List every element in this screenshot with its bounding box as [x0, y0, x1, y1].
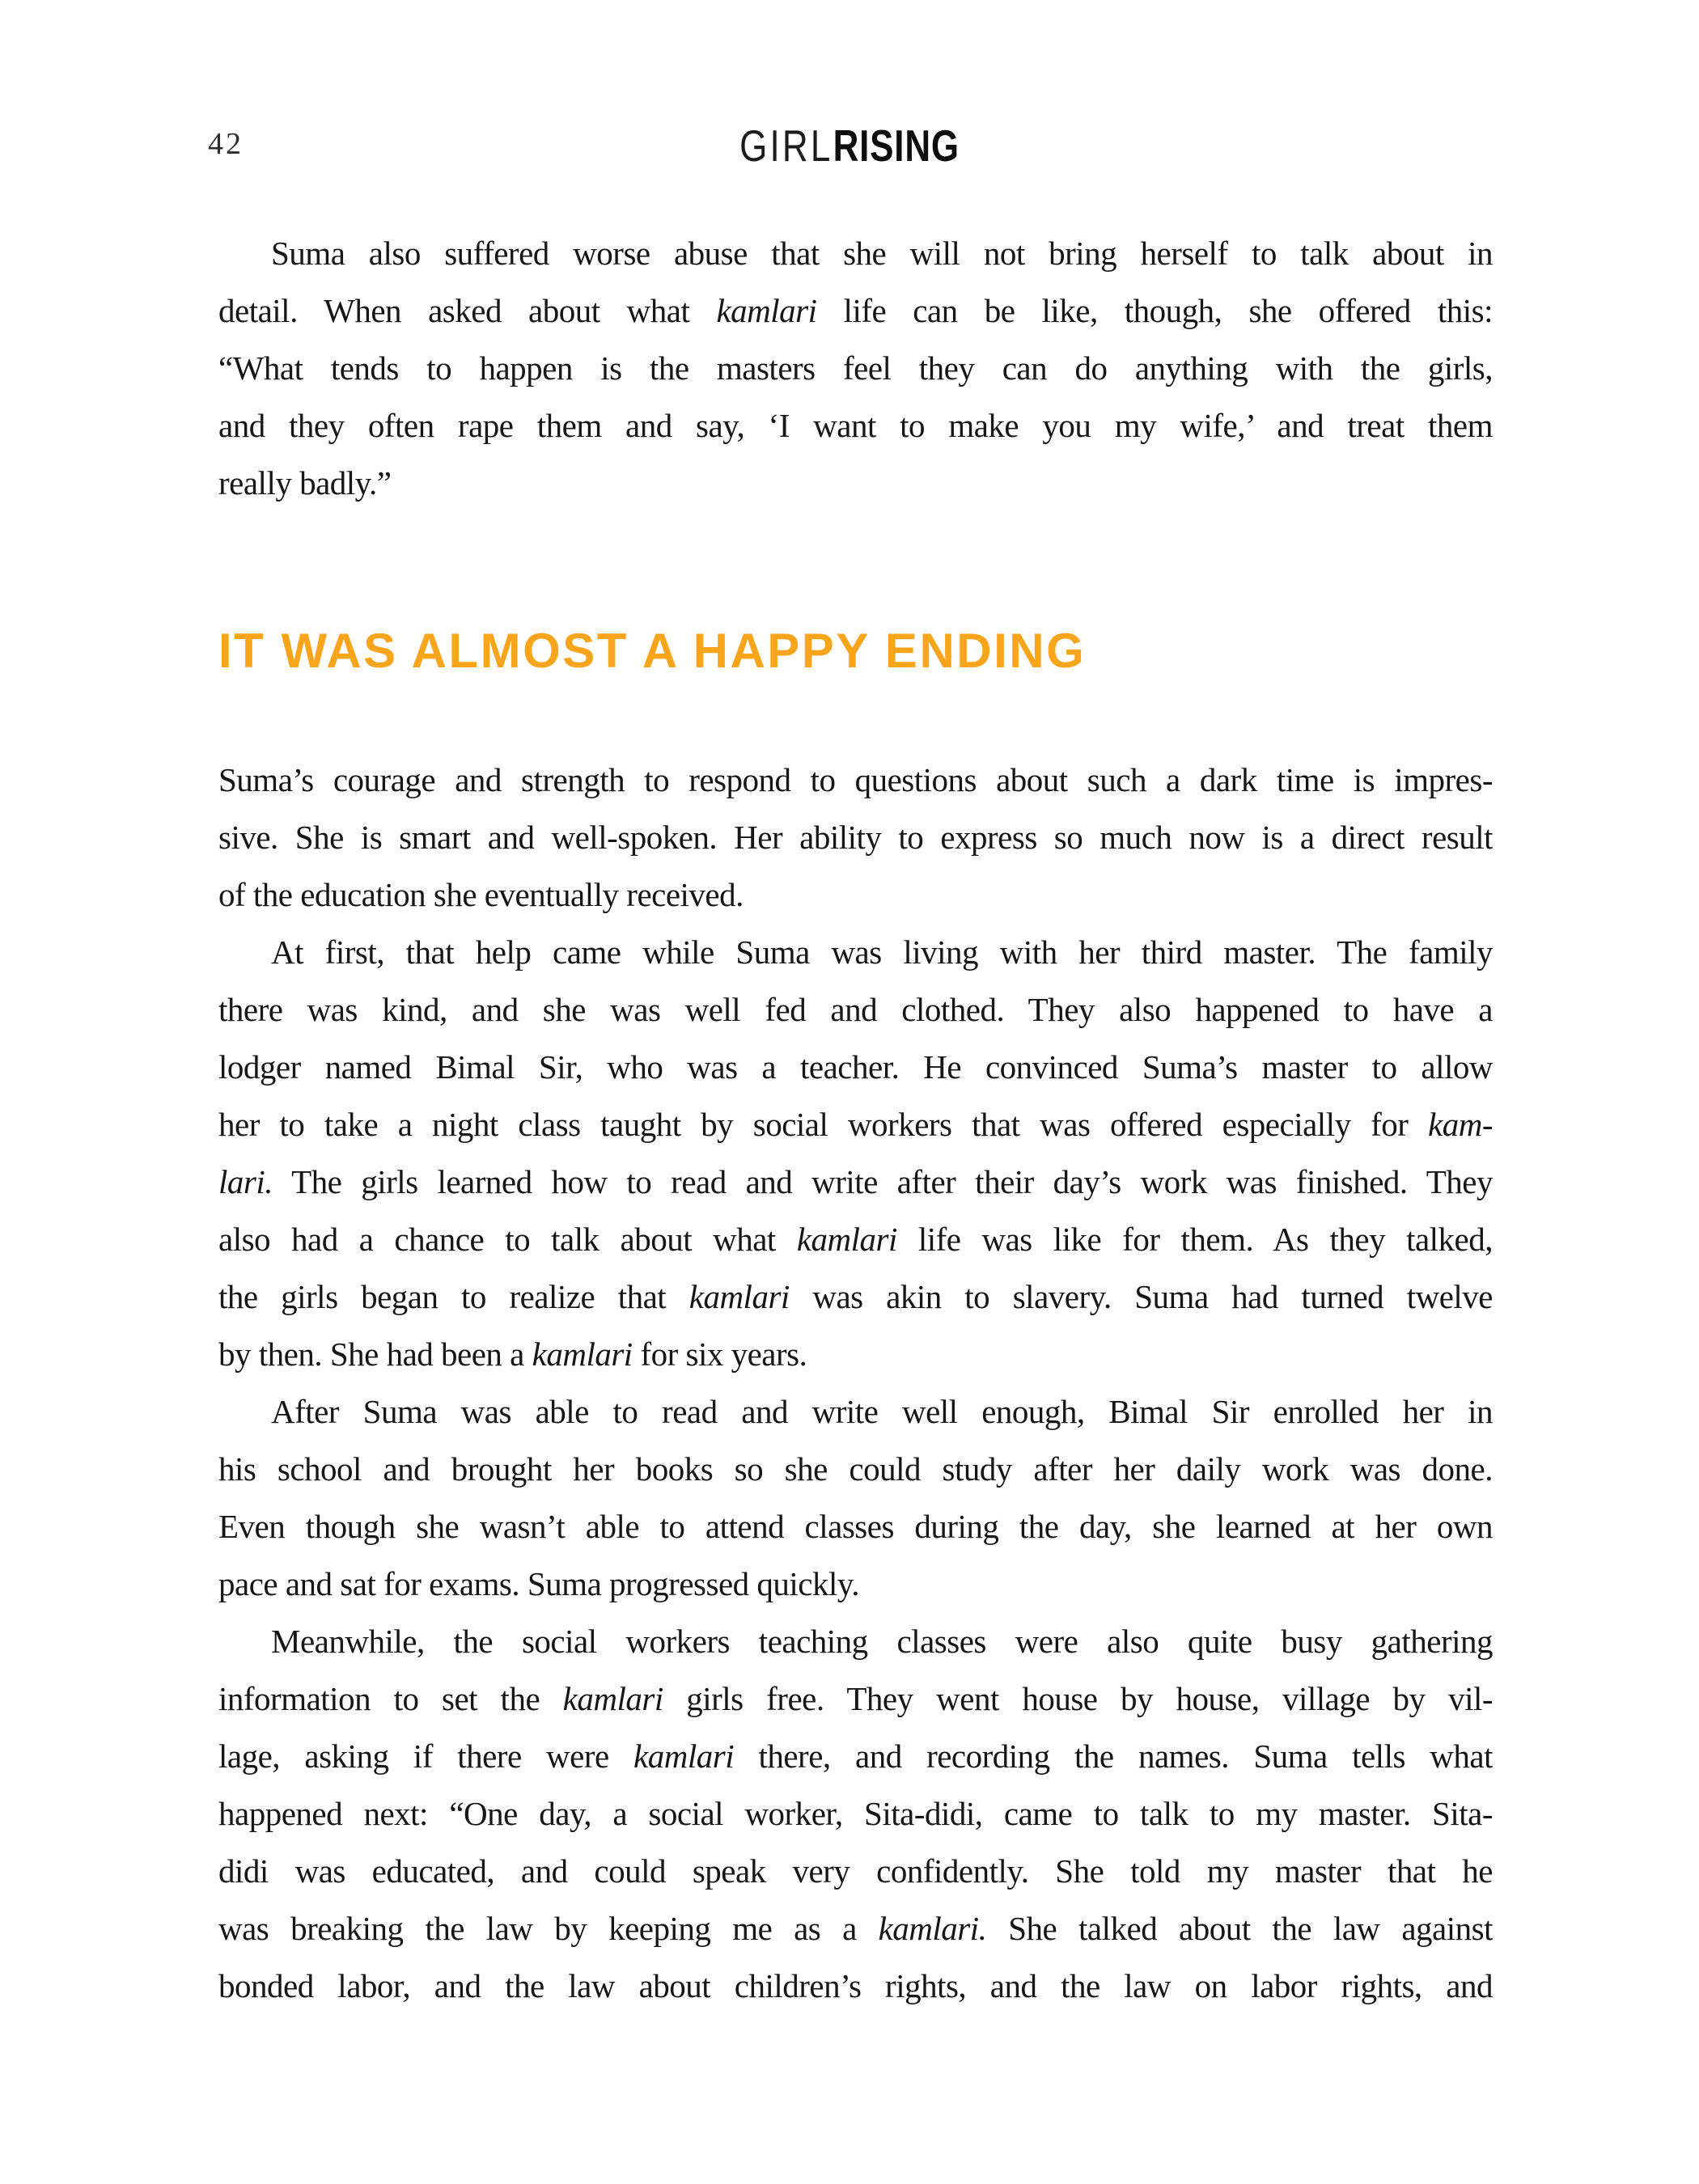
paragraph — [218, 225, 1493, 512]
brand-logo — [170, 120, 1529, 171]
text-line: the girls began to realize that kamlari was akin to slavery. Suma had turned twelve — [218, 1278, 1493, 1315]
text-line: sive. She is smart and well-spoken. Her ability to express so much now is a direct result — [218, 819, 1493, 856]
text-line: lage, asking if there were kamlari there, and recording the names. Suma tells what — [218, 1737, 1493, 1775]
text-line: was breaking the law by keeping me as a kamlari. She talked about the law against — [218, 1910, 1493, 1947]
text-line: lodger named Bimal Sir, who was a teacher. He convinced Suma’s master to allow — [218, 1048, 1493, 1086]
text-line: happened next: “One day, a social worker, Sita-didi, came to talk to my master. Sita- — [218, 1795, 1493, 1832]
page-content — [218, 225, 1493, 2015]
text-line: Suma’s courage and strength to respond to questions about such a dark time is impres- — [218, 761, 1493, 798]
text-line: “What tends to happen is the masters feel they can do anything with the girls, — [218, 349, 1493, 387]
text-line: At first, that help came while Suma was living with her third master. The family — [271, 933, 1493, 971]
brand-girl: GIRL — [739, 121, 833, 171]
text-line: Meanwhile, the social workers teaching classes were also quite busy gathering — [271, 1623, 1493, 1660]
text-line: information to set the kamlari girls free. They went house by house, village by vil- — [218, 1680, 1493, 1717]
text-line: really badly.” — [218, 464, 392, 502]
text-line: bonded labor, and the law about children’s rights, and the law on labor rights, and — [218, 1967, 1493, 2004]
paragraph — [218, 924, 1493, 1383]
text-line: Even though she wasn’t able to attend classes during the day, she learned at her own — [218, 1508, 1493, 1545]
text-line: lari. The girls learned how to read and write after their day’s work was finished. They — [218, 1163, 1493, 1200]
text-line: Suma also suffered worse abuse that she will not bring herself to talk about in — [271, 235, 1493, 272]
page-number: 42 — [208, 127, 244, 161]
text-line: also had a chance to talk about what kamlari life was like for them. As they talked, — [218, 1221, 1493, 1258]
paragraph — [218, 1383, 1493, 1613]
paragraph — [218, 1613, 1493, 2015]
text-line: and they often rape them and say, ‘I want to make you my wife,’ and treat them — [218, 407, 1493, 444]
text-line: her to take a night class taught by social workers that was offered especially for kam- — [218, 1106, 1493, 1143]
brand-rising: RISING — [833, 121, 960, 171]
paragraph — [218, 751, 1493, 924]
section-heading: IT WAS ALMOST A HAPPY ENDING — [218, 624, 1087, 678]
text-line: pace and sat for exams. Suma progressed quickly. — [218, 1565, 859, 1602]
text-line: his school and brought her books so she could study after her daily work was done. — [218, 1450, 1493, 1488]
text-line: didi was educated, and could speak very confidently. She told my master that he — [218, 1852, 1493, 1890]
text-line: by then. She had been a kamlari for six years. — [218, 1335, 807, 1373]
text-line: there was kind, and she was well fed and clothed. They also happened to have a — [218, 991, 1493, 1028]
text-line: detail. When asked about what kamlari life can be like, though, she offered this: — [218, 292, 1493, 329]
text-line: of the education she eventually received. — [218, 876, 744, 913]
text-line: After Suma was able to read and write well enough, Bimal Sir enrolled her in — [271, 1393, 1493, 1430]
